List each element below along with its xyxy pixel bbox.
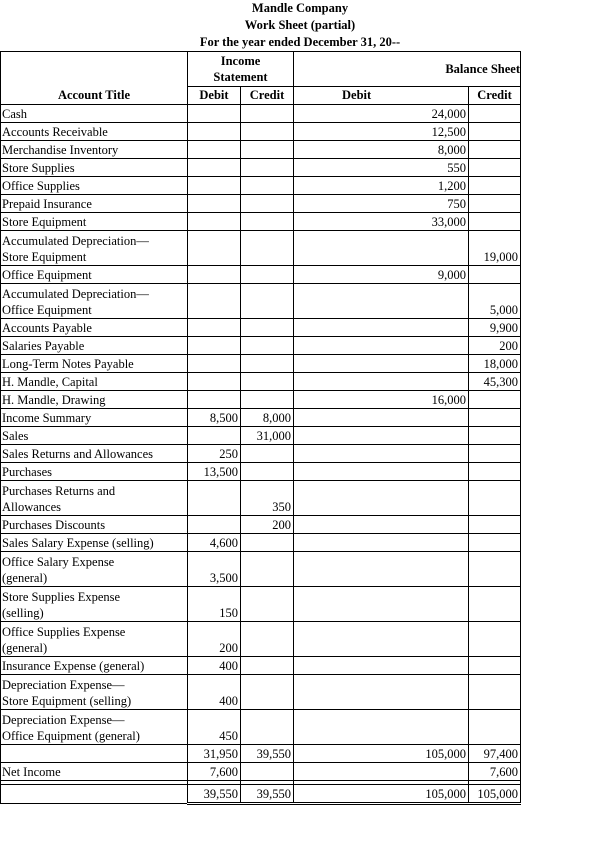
- account-title-line: Accumulated Depreciation—: [2, 233, 149, 248]
- bs-debit-value: [294, 230, 469, 265]
- is-debit-value: [188, 354, 241, 372]
- bs-credit-value: [469, 444, 521, 462]
- totals-row: [1, 744, 521, 762]
- account-title: [1, 194, 188, 212]
- is-credit-value: [241, 372, 294, 390]
- account-title: [1, 426, 188, 444]
- is-credit-value: 31,000: [241, 426, 294, 444]
- bs-credit-value: [469, 194, 521, 212]
- account-title: [1, 158, 188, 176]
- table-row: [1, 318, 521, 336]
- bs-debit-value: 16,000: [294, 390, 469, 408]
- table-row: [1, 480, 521, 515]
- is-debit-value: [188, 194, 241, 212]
- bs-debit-value: 24,000: [294, 104, 469, 122]
- account-title: [1, 390, 188, 408]
- account-title-line: Store Equipment (selling): [2, 693, 132, 708]
- account-title-line: H. Mandle, Drawing: [2, 392, 106, 407]
- is-credit-value: [241, 551, 294, 586]
- is-credit-value: [241, 444, 294, 462]
- is-credit-value: [241, 354, 294, 372]
- table-row: [1, 586, 521, 621]
- net-income-row-is-credit: [241, 762, 294, 780]
- is-debit-value: 400: [188, 674, 241, 709]
- is-credit-value: [241, 176, 294, 194]
- is-credit-value: [241, 336, 294, 354]
- account-title-line: Office Salary Expense: [2, 554, 115, 569]
- bs-credit-value: 9,900: [469, 318, 521, 336]
- account-title: [1, 212, 188, 230]
- bs-debit-value: [294, 462, 469, 480]
- account-title-line: Store Equipment: [2, 249, 87, 264]
- account-title-line: Office Supplies: [2, 178, 80, 193]
- account-title: [1, 709, 188, 744]
- account-title-line: Income Summary: [2, 410, 92, 425]
- is-credit-value: [241, 656, 294, 674]
- account-title: [1, 621, 188, 656]
- bs-credit-value: [469, 551, 521, 586]
- account-title-line: Depreciation Expense—: [2, 712, 125, 727]
- is-credit-value: [241, 586, 294, 621]
- totals-row-is-credit: 39,550: [241, 744, 294, 762]
- table-row: [1, 462, 521, 480]
- account-title-line: (selling): [2, 605, 44, 620]
- bs-debit-value: 750: [294, 194, 469, 212]
- is-debit-value: 3,500: [188, 551, 241, 586]
- grand-totals-row-bs-credit: 105,000: [469, 784, 521, 803]
- is-debit-header: Debit: [188, 87, 241, 105]
- bs-credit-value: [469, 104, 521, 122]
- net-income-row-title: Net Income: [1, 762, 188, 780]
- net-income-row-bs-debit: [294, 762, 469, 780]
- table-row: [1, 158, 521, 176]
- grand-totals-row-is-credit: 39,550: [241, 784, 294, 803]
- worksheet-title: Work Sheet (partial): [244, 18, 356, 32]
- account-title-line: Office Equipment: [2, 302, 92, 317]
- bs-credit-value: [469, 158, 521, 176]
- is-credit-value: [241, 283, 294, 318]
- bs-credit-value: [469, 621, 521, 656]
- is-credit-value: [241, 318, 294, 336]
- account-title: [1, 515, 188, 533]
- is-debit-value: 150: [188, 586, 241, 621]
- bs-debit-value: [294, 621, 469, 656]
- account-title-line: Accounts Receivable: [2, 124, 108, 139]
- account-title-line: Insurance Expense (general): [2, 658, 145, 673]
- table-row: [1, 212, 521, 230]
- income-statement-label-2: Statement: [213, 70, 268, 84]
- is-debit-value: [188, 390, 241, 408]
- bs-debit-value: [294, 283, 469, 318]
- totals-row-bs-debit: 105,000: [294, 744, 469, 762]
- is-credit-value: [241, 230, 294, 265]
- is-credit-value: [241, 709, 294, 744]
- is-debit-value: 4,600: [188, 533, 241, 551]
- bs-credit-value: [469, 176, 521, 194]
- bs-credit-value: 45,300: [469, 372, 521, 390]
- account-title-line: Depreciation Expense—: [2, 677, 125, 692]
- account-title-line: Merchandise Inventory: [2, 142, 119, 157]
- account-title-line: Store Supplies Expense: [2, 589, 121, 604]
- account-title: [1, 586, 188, 621]
- bs-credit-value: [469, 408, 521, 426]
- account-title-line: Salaries Payable: [2, 338, 85, 353]
- is-credit-value: [241, 674, 294, 709]
- bs-debit-value: 33,000: [294, 212, 469, 230]
- is-credit-value: 200: [241, 515, 294, 533]
- account-title-line: Cash: [2, 106, 27, 121]
- account-title-line: Sales Salary Expense (selling): [2, 535, 154, 550]
- totals-row-bs-credit: 97,400: [469, 744, 521, 762]
- is-credit-value: [241, 621, 294, 656]
- is-credit-value: [241, 158, 294, 176]
- is-debit-value: [188, 480, 241, 515]
- is-debit-value: [188, 265, 241, 283]
- table-row: [1, 354, 521, 372]
- table-row: [1, 283, 521, 318]
- account-title-line: Purchases: [2, 464, 52, 479]
- bs-debit-value: 9,000: [294, 265, 469, 283]
- net-income-row-bs-credit: 7,600: [469, 762, 521, 780]
- grand-totals-row-title: [1, 784, 188, 803]
- grand-totals-row: [1, 784, 521, 803]
- bs-debit-value: [294, 551, 469, 586]
- account-title-line: Store Equipment: [2, 214, 87, 229]
- bs-debit-header: Debit: [294, 87, 469, 105]
- account-title-line: Accumulated Depreciation—: [2, 286, 149, 301]
- bs-credit-value: 18,000: [469, 354, 521, 372]
- account-title: [1, 354, 188, 372]
- bs-credit-value: [469, 533, 521, 551]
- bs-debit-value: [294, 515, 469, 533]
- table-row: [1, 426, 521, 444]
- account-title-line: (general): [2, 640, 48, 655]
- table-row: [1, 140, 521, 158]
- account-title-header-top: [1, 52, 188, 87]
- is-credit-value: [241, 194, 294, 212]
- account-title: [1, 533, 188, 551]
- table-row: [1, 372, 521, 390]
- table-row: [1, 265, 521, 283]
- account-title: [1, 462, 188, 480]
- bs-credit-value: [469, 586, 521, 621]
- account-title-line: Accounts Payable: [2, 320, 92, 335]
- bs-credit-value: [469, 212, 521, 230]
- account-title: [1, 122, 188, 140]
- bs-credit-value: [469, 140, 521, 158]
- bs-credit-value: [469, 265, 521, 283]
- is-credit-value: [241, 390, 294, 408]
- is-debit-value: 450: [188, 709, 241, 744]
- table-row: [1, 444, 521, 462]
- account-title-line: Long-Term Notes Payable: [2, 356, 134, 371]
- bs-debit-value: [294, 533, 469, 551]
- bs-debit-value: [294, 408, 469, 426]
- bs-credit-value: [469, 122, 521, 140]
- bs-debit-value: 12,500: [294, 122, 469, 140]
- totals-row-title: [1, 744, 188, 762]
- account-title: [1, 283, 188, 318]
- account-title-line: H. Mandle, Capital: [2, 374, 98, 389]
- is-credit-value: [241, 533, 294, 551]
- bs-credit-value: [469, 426, 521, 444]
- is-debit-value: [188, 212, 241, 230]
- bs-debit-value: [294, 674, 469, 709]
- bs-credit-value: 19,000: [469, 230, 521, 265]
- table-row: [1, 551, 521, 586]
- is-debit-value: [188, 372, 241, 390]
- company-name: Mandle Company: [251, 1, 349, 15]
- is-debit-value: [188, 176, 241, 194]
- is-credit-value: [241, 265, 294, 283]
- account-title-line: Purchases Returns and: [2, 483, 116, 498]
- bs-debit-value: [294, 444, 469, 462]
- account-title: [1, 656, 188, 674]
- account-title-line: Prepaid Insurance: [2, 196, 92, 211]
- bs-credit-value: [469, 656, 521, 674]
- is-credit-value: [241, 104, 294, 122]
- net-income-row: [1, 762, 521, 780]
- is-debit-value: [188, 336, 241, 354]
- table-row: [1, 194, 521, 212]
- bs-debit-value: [294, 354, 469, 372]
- is-credit-value: [241, 140, 294, 158]
- table-row: [1, 515, 521, 533]
- bs-credit-value: [469, 390, 521, 408]
- bs-credit-value: [469, 515, 521, 533]
- account-title-line: Store Supplies: [2, 160, 75, 175]
- is-debit-value: 250: [188, 444, 241, 462]
- table-row: [1, 336, 521, 354]
- income-statement-header: [188, 52, 294, 87]
- bs-debit-value: 550: [294, 158, 469, 176]
- table-row: [1, 621, 521, 656]
- is-credit-value: 8,000: [241, 408, 294, 426]
- account-title: [1, 480, 188, 515]
- net-income-row-is-debit: 7,600: [188, 762, 241, 780]
- is-debit-value: [188, 426, 241, 444]
- worksheet-period: For the year ended December 31, 20--: [199, 35, 401, 49]
- bs-debit-value: [294, 586, 469, 621]
- income-statement-label-1: Income: [220, 54, 261, 68]
- is-debit-value: 8,500: [188, 408, 241, 426]
- is-credit-value: [241, 212, 294, 230]
- account-title: [1, 318, 188, 336]
- bs-debit-value: [294, 709, 469, 744]
- is-credit-value: 350: [241, 480, 294, 515]
- bs-debit-value: 1,200: [294, 176, 469, 194]
- table-row: [1, 390, 521, 408]
- account-title: [1, 408, 188, 426]
- account-title: [1, 444, 188, 462]
- bs-debit-value: [294, 336, 469, 354]
- is-debit-value: [188, 140, 241, 158]
- account-title-line: Sales Returns and Allowances: [2, 446, 154, 461]
- account-title: [1, 230, 188, 265]
- is-credit-value: [241, 122, 294, 140]
- account-title: [1, 674, 188, 709]
- account-title-line: (general): [2, 570, 48, 585]
- is-debit-value: 13,500: [188, 462, 241, 480]
- bs-credit-value: [469, 674, 521, 709]
- table-row: [1, 709, 521, 744]
- account-title: [1, 551, 188, 586]
- bs-credit-value: 5,000: [469, 283, 521, 318]
- bs-debit-value: [294, 372, 469, 390]
- worksheet-table: [0, 51, 521, 805]
- is-debit-value: 400: [188, 656, 241, 674]
- bs-credit-header: Credit: [469, 87, 521, 105]
- table-row: [1, 533, 521, 551]
- is-debit-value: [188, 158, 241, 176]
- bs-credit-value: [469, 462, 521, 480]
- account-title-line: Office Equipment (general): [2, 728, 140, 743]
- table-row: [1, 122, 521, 140]
- account-title: [1, 265, 188, 283]
- is-debit-value: [188, 230, 241, 265]
- table-row: [1, 408, 521, 426]
- table-row: [1, 230, 521, 265]
- account-title-line: Purchases Discounts: [2, 517, 106, 532]
- is-debit-value: [188, 122, 241, 140]
- table-row: [1, 176, 521, 194]
- worksheet-header: [0, 0, 600, 51]
- bs-debit-value: 8,000: [294, 140, 469, 158]
- table-row: [1, 674, 521, 709]
- is-debit-value: [188, 318, 241, 336]
- account-title-header: Account Title: [1, 87, 188, 105]
- account-title-line: Office Supplies Expense: [2, 624, 126, 639]
- is-credit-value: [241, 462, 294, 480]
- is-credit-header: Credit: [241, 87, 294, 105]
- grand-totals-row-is-debit: 39,550: [188, 784, 241, 803]
- is-debit-value: [188, 283, 241, 318]
- bs-credit-value: [469, 709, 521, 744]
- account-title-line: Sales: [2, 428, 29, 443]
- table-row: [1, 104, 521, 122]
- bs-debit-value: [294, 656, 469, 674]
- table-row: [1, 656, 521, 674]
- account-title: [1, 336, 188, 354]
- account-title: [1, 176, 188, 194]
- balance-sheet-label: Balance Sheet: [445, 62, 520, 76]
- account-title: [1, 104, 188, 122]
- bs-credit-value: [469, 480, 521, 515]
- is-debit-value: 200: [188, 621, 241, 656]
- bs-debit-value: [294, 480, 469, 515]
- totals-row-is-debit: 31,950: [188, 744, 241, 762]
- bs-debit-value: [294, 318, 469, 336]
- account-title-line: Allowances: [2, 499, 62, 514]
- bs-credit-value: 200: [469, 336, 521, 354]
- account-title: [1, 372, 188, 390]
- account-title: [1, 140, 188, 158]
- is-debit-value: [188, 515, 241, 533]
- is-debit-value: [188, 104, 241, 122]
- bs-debit-value: [294, 426, 469, 444]
- balance-sheet-header: [294, 52, 521, 87]
- account-title-line: Office Equipment: [2, 267, 92, 282]
- grand-totals-row-bs-debit: 105,000: [294, 784, 469, 803]
